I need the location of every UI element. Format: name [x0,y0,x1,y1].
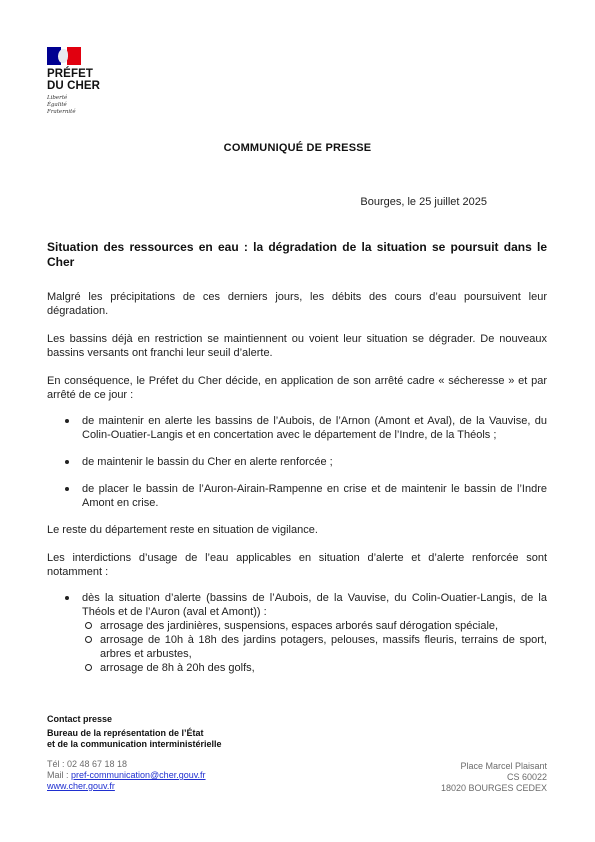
alert-items-list [82,619,547,675]
contact-details [47,759,347,792]
headline: Situation des ressources en eau : la dégradation de la situation se poursuit dans le Cher [47,240,547,269]
email-link[interactable]: pref-communication@cher.gouv.fr [71,770,206,780]
decisions-list [47,414,547,510]
motto-liberte: Liberté [47,95,68,101]
marianne-flag-icon [47,47,81,65]
prefet-logo [47,47,127,116]
phone-number: Tél : 02 48 67 18 18 [47,759,128,769]
press-release-title: COMMUNIQUÉ DE PRESSE [223,142,372,154]
list-item: arrosage de 10h à 18h des jardins potagers, pelouses, massifs fleuris, terrains de sport, arbres et arbustes, [82,633,547,661]
logo-line-1: PRÉFET [47,68,93,80]
bureau-line-1: Bureau de la représentation de l’État [47,728,204,738]
list-item: de maintenir le bassin du Cher en alerte renforcée ; [47,455,547,469]
logo-title [47,68,127,92]
bureau-line-2: et de la communication interministérielle [47,739,222,749]
address-line-1: Place Marcel Plaisant [460,761,547,771]
paragraph-2: Les bassins déjà en restriction se maintiennent ou voient leur situation se dégrader. De nouveaux bassins versants ont franchi leur seuil d’alerte. [47,333,547,359]
dateline: Bourges, le 25 juillet 2025 [360,196,487,208]
alert-intro: dès la situation d’alerte (bassins de l’Aubois, de la Vauvise, du Colin-Ouatier-Langis, de la Théols et de l’Auron (aval et Amont)) : [82,592,547,618]
list-item [47,591,547,675]
motto-fraternite: Fraternité [47,109,76,115]
website-link[interactable]: www.cher.gouv.fr [47,781,115,791]
paragraph-3: En conséquence, le Préfet du Cher décide, en application de son arrêté cadre « sécheresse » et par arrêté de ce jour : [47,375,547,401]
paragraph-5: Les interdictions d’usage de l’eau applicables en situation d’alerte et d’alerte renforcée sont notamment : [47,552,547,578]
press-release-body [47,240,547,687]
mail-line [47,770,347,781]
republic-motto [47,95,127,116]
address-line-2: CS 60022 [506,772,547,782]
press-contact [47,714,347,792]
address-line-3: 18020 BOURGES CEDEX [440,783,547,793]
logo-line-2: DU CHER [47,80,101,92]
list-item: de maintenir en alerte les bassins de l’Aubois, de l’Arnon (Amont et Aval), de la Vauvise, du Colin-Ouatier-Langis et en concertation avec le département de l’Indre, de la Théols ; [47,414,547,442]
contact-title: Contact presse [47,714,113,724]
restrictions-list [47,591,547,675]
website-line [47,781,347,792]
motto-egalite: Égalité [47,102,67,108]
postal-address [441,761,547,794]
paragraph-4: Le reste du département reste en situation de vigilance. [47,524,318,536]
paragraph-1: Malgré les précipitations de ces derniers jours, les débits des cours d’eau poursuivent leur dégradation. [47,291,547,317]
mail-label: Mail : [47,770,72,780]
list-item: de placer le bassin de l’Auron-Airain-Rampenne en crise et de maintenir le bassin de l’Indre Amont en crise. [47,482,547,510]
list-item: arrosage des jardinières, suspensions, espaces arborés sauf dérogation spéciale, [82,619,547,633]
list-item: arrosage de 8h à 20h des golfs, [82,661,547,675]
